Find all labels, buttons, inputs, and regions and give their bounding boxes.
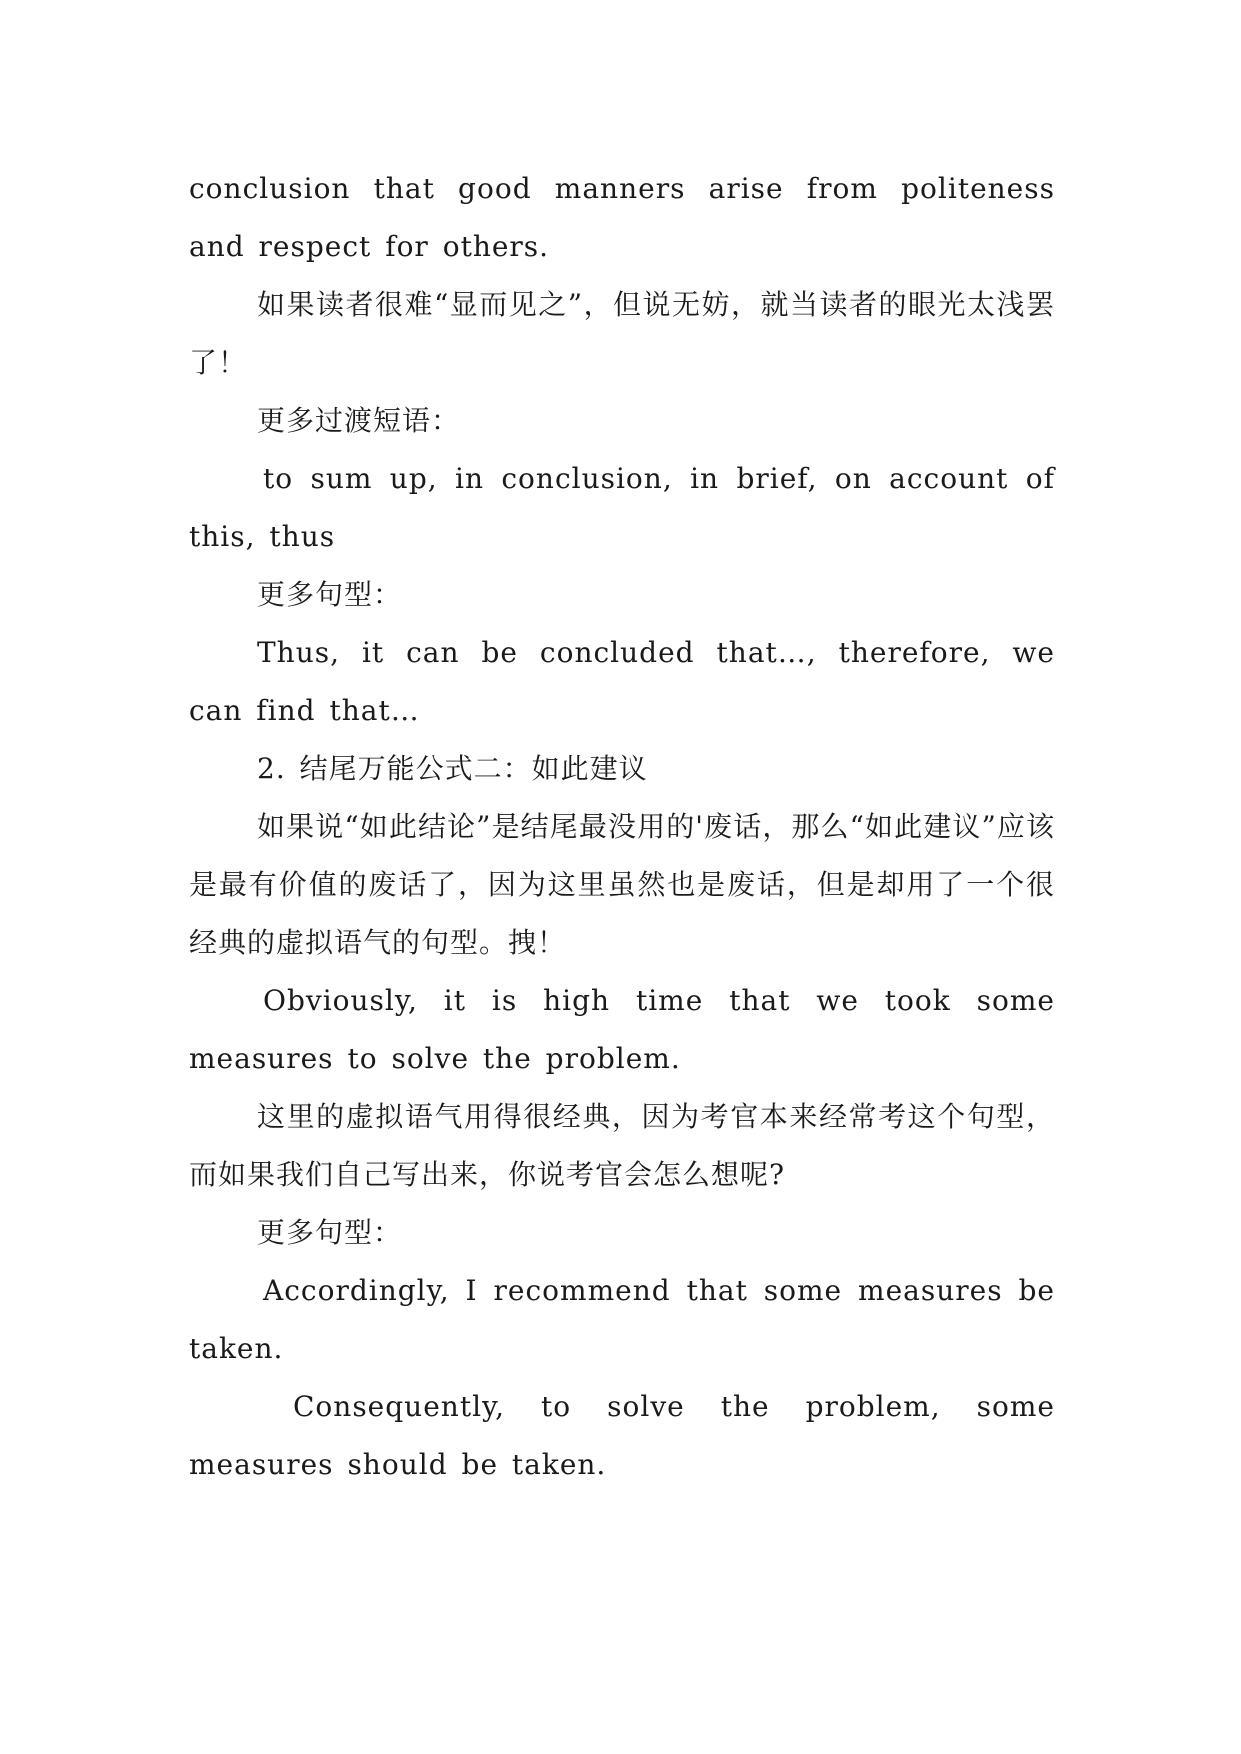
paragraph-reader-note: 如果读者很难“显而见之”，但说无妨，就当读者的眼光太浅罢了！ [189, 288, 1055, 379]
document-body [189, 160, 1055, 1494]
paragraph-conclusion-continued: conclusion that good manners arise from politeness and respect for others. [189, 172, 1055, 263]
heading-more-patterns-2: 更多句型： [257, 1216, 403, 1249]
heading-more-transitions: 更多过渡短语： [257, 404, 461, 437]
paragraph-accordingly-example: Accordingly, I recommend that some measures be taken. [189, 1274, 1055, 1365]
paragraph-pattern-example: Thus, it can be concluded that…, therefore, we can find that… [189, 636, 1055, 727]
paragraph-transition-phrases: to sum up, in conclusion, in brief, on account of this, thus [189, 462, 1055, 553]
paragraph-suggestion-explanation: 如果说“如此结论”是结尾最没用的'废话，那么“如此建议”应该是最有价值的废话了，因为这里虽然也是废话，但是却用了一个很经典的虚拟语气的句型。拽！ [189, 810, 1055, 959]
heading-more-patterns: 更多句型： [257, 578, 403, 611]
paragraph-obviously-example: Obviously, it is high time that we took some measures to solve the problem. [189, 984, 1055, 1075]
paragraph-subjunctive-note: 这里的虚拟语气用得很经典，因为考官本来经常考这个句型，而如果我们自己写出来，你说考官会怎么想呢? [189, 1100, 1055, 1191]
heading-formula-two: 2. 结尾万能公式二：如此建议 [257, 752, 648, 785]
paragraph-consequently-example: Consequently, to solve the problem, some measures should be taken. [189, 1390, 1055, 1481]
